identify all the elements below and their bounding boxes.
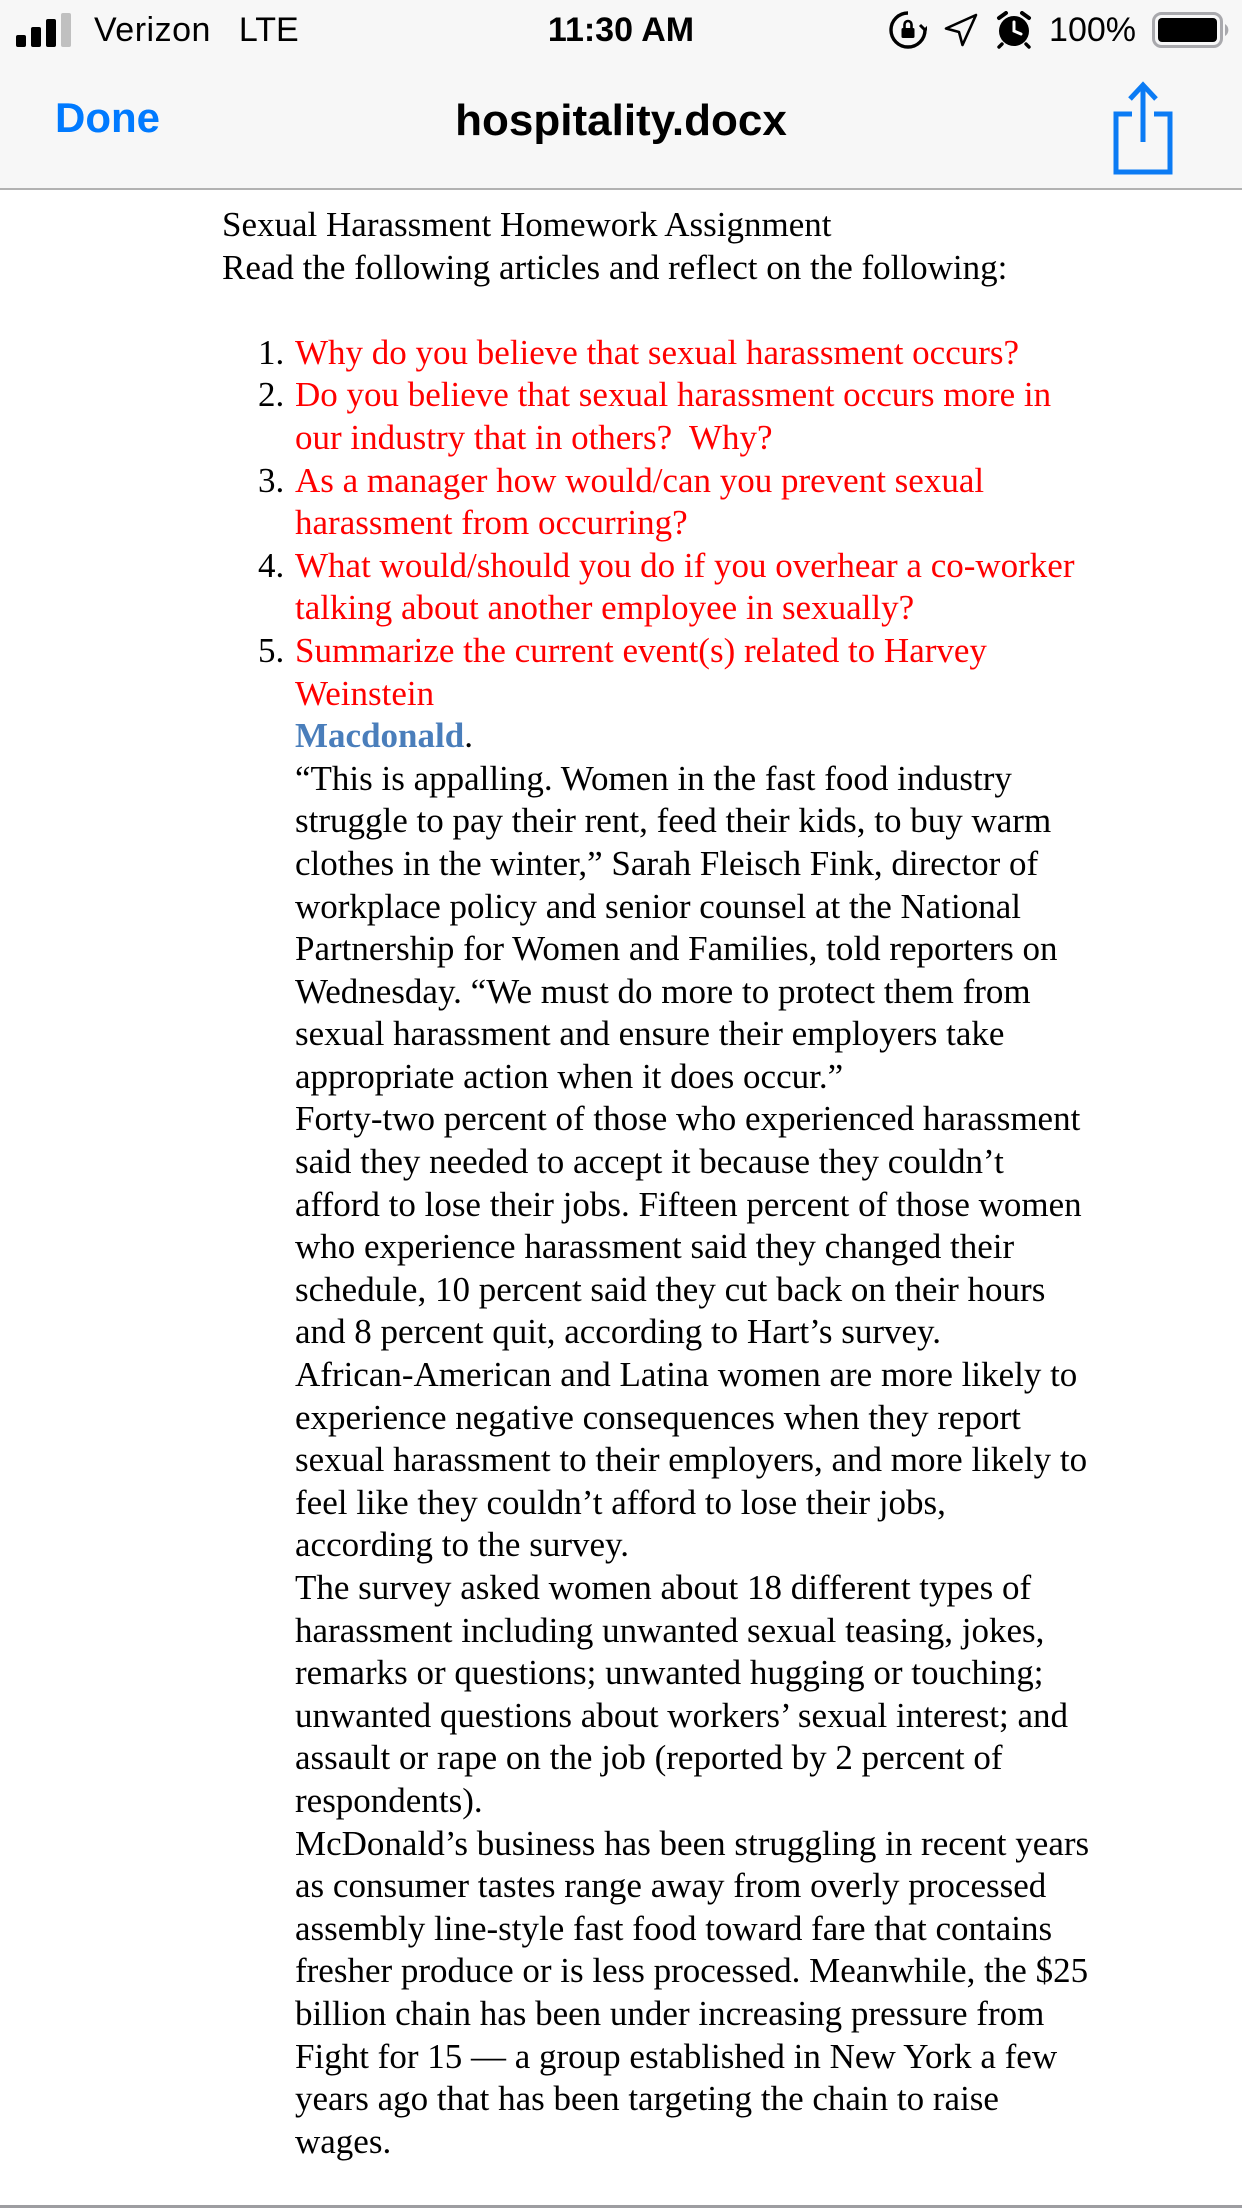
alarm-clock-icon xyxy=(995,11,1033,49)
article-paragraph: “This is appalling. Women in the fast food industry struggle to pay their rent, feed their kids, to buy warm clothes in the winter,” Sarah Fleisch Fink, director of workplace policy and senior counsel at the National Partnership for Women and Families, told reporters on Wednesday. “We must do more to protect them from sexual harassment and ensure their employers take appropriate action when it does occur.” xyxy=(295,758,1066,1096)
article-paragraph: The survey asked women about 18 different types of harassment including unwanted sexual teasing, jokes, remarks or questions; unwanted hugging or touching; unwanted questions about workers’ sexual interest; and assault or rape on the job (reported by 2 percent of respondents). xyxy=(295,1568,1077,1820)
network-label: LTE xyxy=(238,10,299,49)
question-text: Summarize the current event(s) related to Harvey Weinstein xyxy=(295,630,996,713)
question-number: 3. xyxy=(258,460,285,500)
question-text: What would/should you do if you overhear a co-worker talking about another employee in sexually? xyxy=(295,545,1084,628)
question-text: Do you believe that sexual harassment occurs more in our industry that in others? Why? xyxy=(295,375,1060,457)
carrier-label: Verizon xyxy=(94,10,211,49)
question-item xyxy=(222,545,1090,630)
question-number: 1. xyxy=(258,332,285,372)
question-number: 4. xyxy=(258,545,285,585)
question-item xyxy=(222,460,1090,545)
status-bar-right xyxy=(889,0,1230,60)
question-number: 2. xyxy=(258,375,285,415)
rotation-lock-icon xyxy=(889,11,927,49)
question-list xyxy=(222,332,1098,2164)
article-paragraph: McDonald’s business has been struggling in recent years as consumer tastes range away from overly processed assembly line-style fast food toward fare that contains fresher produce or is less processed. Meanwhile, the $25 billion chain has been under increasing pressure from Fight for 15 — a group established in New York a few years ago that has been targeting the chain to raise wages. xyxy=(295,1823,1098,2161)
nav-bar xyxy=(0,60,1242,190)
question-item xyxy=(222,332,1090,375)
clock-label: 11:30 AM xyxy=(547,10,695,49)
question-item xyxy=(222,630,1098,2163)
battery-percent-label: 100% xyxy=(1049,10,1136,49)
document-page[interactable] xyxy=(0,192,1242,2208)
share-icon xyxy=(1110,80,1176,176)
question-item xyxy=(222,374,1090,459)
document-title: hospitality.docx xyxy=(455,96,787,145)
question-text: As a manager how would/can you prevent sexual harassment from occurring? xyxy=(295,460,993,543)
share-button[interactable] xyxy=(1110,80,1176,176)
question-number: 5. xyxy=(258,630,285,670)
article-paragraph: African-American and Latina women are more likely to experience negative consequences when they report sexual harassment to their employers, and more likely to feel like they couldn’t afford to lose their jobs, according to the survey. xyxy=(295,1355,1096,1565)
question-text: Why do you believe that sexual harassment occurs? xyxy=(295,332,1020,372)
battery-icon xyxy=(1152,12,1230,48)
location-arrow-icon xyxy=(943,12,979,48)
macdonald-link[interactable]: Macdonald xyxy=(295,716,465,756)
doc-instructions-line: Read the following articles and reflect on the following: xyxy=(222,247,1008,287)
done-button[interactable]: Done xyxy=(55,94,160,141)
article-body xyxy=(295,758,1098,2164)
doc-heading-line: Sexual Harassment Homework Assignment xyxy=(222,205,832,244)
status-bar xyxy=(0,0,1242,60)
article-paragraph: Forty-two percent of those who experienced harassment said they needed to accept it because they couldn’t afford to lose their jobs. Fifteen percent of those women who experience harassment said they changed their schedule, 10 percent said they cut back on their hours and 8 percent quit, according to Hart’s survey. xyxy=(295,1099,1091,1352)
blank-line xyxy=(222,289,1090,332)
link-suffix: . xyxy=(464,716,473,756)
article-link-line xyxy=(295,715,1090,758)
